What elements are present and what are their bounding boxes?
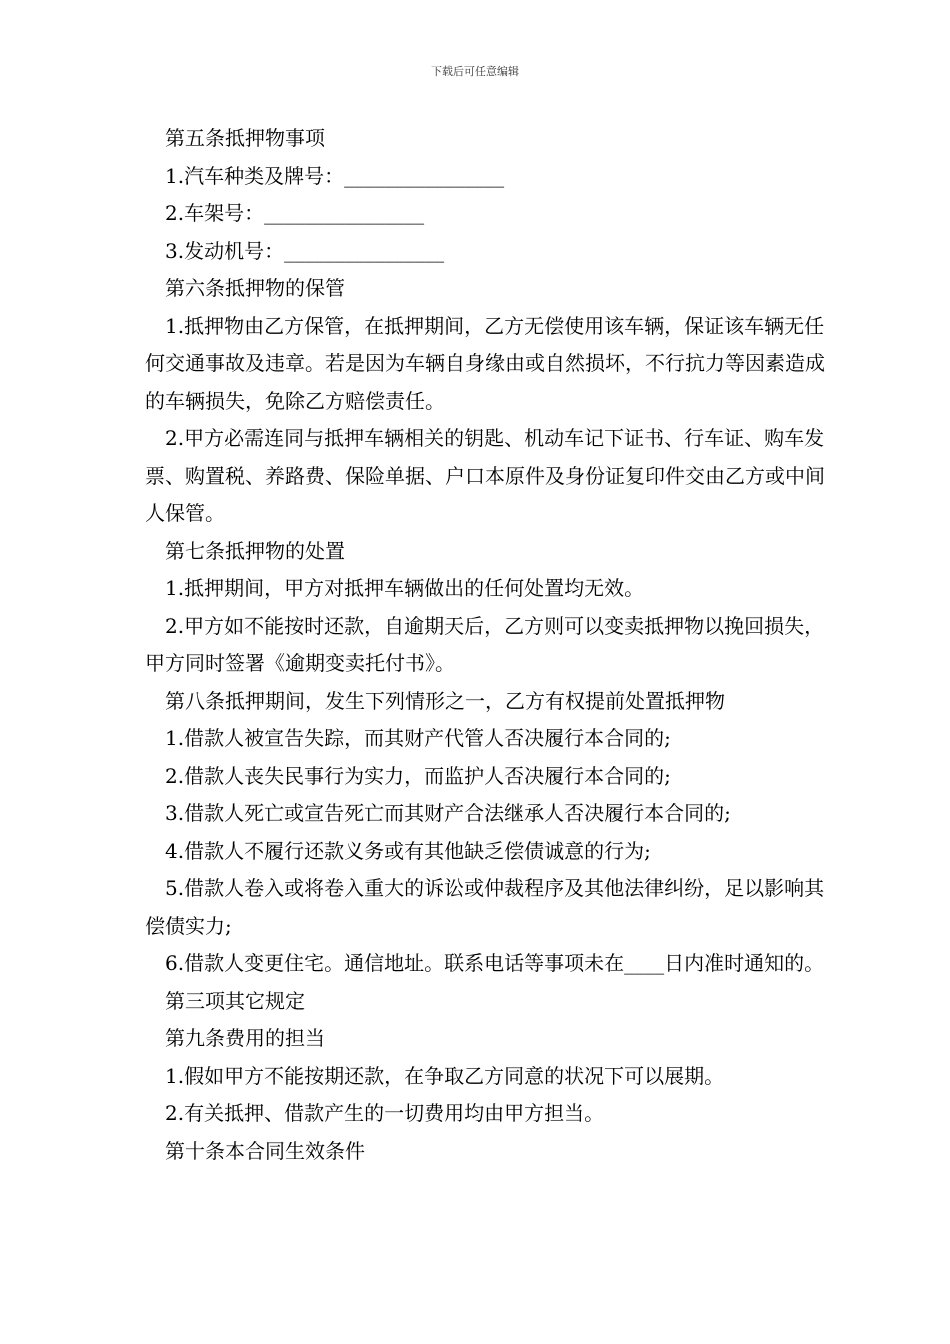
section-heading-10: 第十条本合同生效条件 bbox=[165, 1138, 365, 1163]
section-heading-6: 第六条抵押物的保管 bbox=[165, 276, 345, 300]
clause-8-5: 5.借款人卷入或将卷入重大的诉讼或仲裁程序及其他法律纠纷，足以影响其偿债实力; bbox=[145, 876, 825, 938]
clause-8-2: 2.借款人丧失民事行为实力，而监护人否决履行本合同的; bbox=[165, 763, 671, 788]
clause-8-4: 4.借款人不履行还款义务或有其他缺乏偿债诚意的行为; bbox=[165, 838, 651, 863]
clause-6-2: 2.甲方必需连同与抵押车辆相关的钥匙、机动车记下证书、行车证、购车发票、购置税、养路费、保险单据、户口本原件及身份证复印件交由乙方或中间人保管。 bbox=[145, 426, 825, 525]
clause-5-1: 1.汽车种类及牌号：________________ bbox=[165, 163, 505, 188]
section-heading-8: 第八条抵押期间，发生下列情形之一，乙方有权提前处置抵押物 bbox=[165, 688, 725, 713]
document-body bbox=[145, 120, 825, 1170]
clause-8-6: 6.借款人变更住宅。通信地址。联系电话等事项未在____日内准时通知的。 bbox=[165, 951, 825, 975]
clause-6-1: 1.抵押物由乙方保管，在抵押期间，乙方无偿使用该车辆，保证该车辆无任何交通事故及违章。若是因为车辆自身缘由或自然损坏，不行抗力等因素造成的车辆损失，免除乙方赔偿责任。 bbox=[145, 313, 825, 413]
clause-8-3: 3.借款人死亡或宣告死亡而其财产合法继承人否决履行本合同的; bbox=[165, 801, 731, 825]
section-heading-5: 第五条抵押物事项 bbox=[165, 126, 325, 150]
section-heading-9: 第九条费用的担当 bbox=[165, 1026, 325, 1050]
clause-5-3: 3.发动机号：________________ bbox=[165, 238, 445, 263]
clause-7-2: 2.甲方如不能按时还款，自逾期天后，乙方则可以变卖抵押物以挽回损失，甲方同时签署《逾期变卖托付书》。 bbox=[145, 613, 825, 675]
clause-9-1: 1.假如甲方不能按期还款，在争取乙方同意的状况下可以展期。 bbox=[165, 1063, 725, 1088]
clause-7-1: 1.抵押期间，甲方对抵押车辆做出的任何处置均无效。 bbox=[165, 576, 645, 600]
section-heading-7: 第七条抵押物的处置 bbox=[165, 538, 345, 563]
page-header: 下载后可任意编辑 bbox=[431, 65, 519, 78]
clause-9-2: 2.有关抵押、借款产生的一切费用均由甲方担当。 bbox=[165, 1101, 605, 1125]
clause-8-1: 1.借款人被宣告失踪，而其财产代管人否决履行本合同的; bbox=[165, 726, 671, 750]
part-heading-3: 第三项其它规定 bbox=[165, 988, 305, 1013]
clause-5-2: 2.车架号：________________ bbox=[165, 201, 425, 225]
